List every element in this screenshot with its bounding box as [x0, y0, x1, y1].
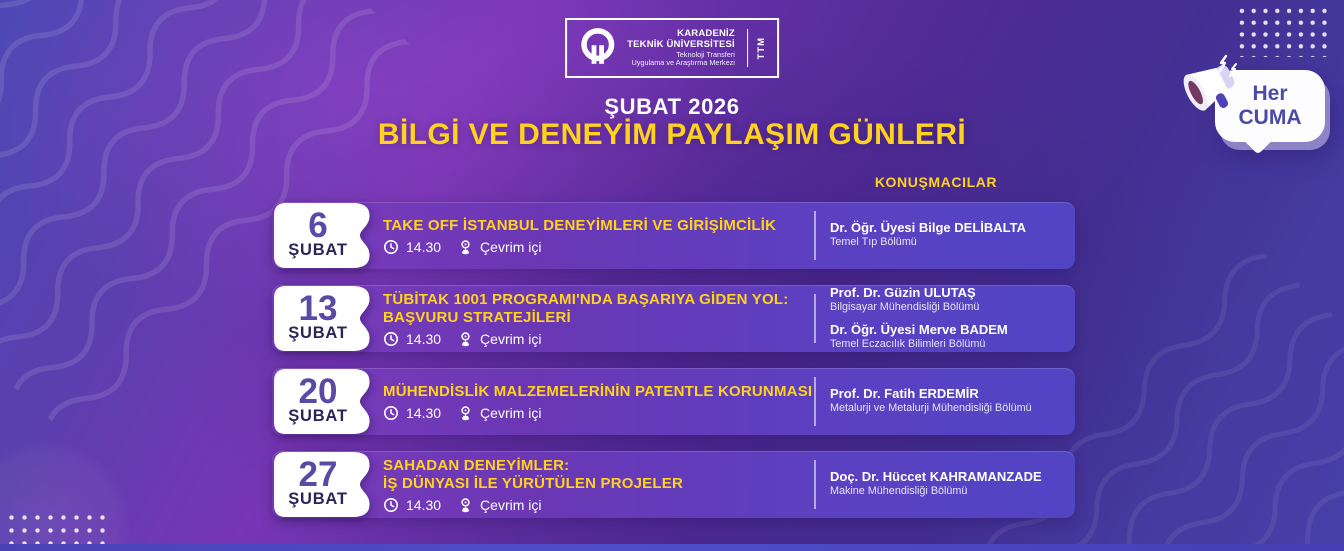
location-icon [458, 497, 473, 513]
dot-grid-top-right [1236, 5, 1330, 57]
location-icon [458, 331, 473, 347]
event-date-badge [272, 285, 372, 352]
logo-line: Teknoloji Transferi [676, 49, 735, 59]
event-location: Çevrim içi [480, 404, 542, 421]
event-date-badge [272, 202, 372, 269]
event-day: 27 [298, 454, 338, 494]
event-row [272, 202, 1075, 269]
clock-icon [383, 239, 399, 255]
logo-divider [747, 29, 748, 67]
speaker [830, 286, 1075, 314]
speaker-name: Prof. Dr. Güzin ULUTAŞ [830, 284, 976, 300]
event-month: ŞUBAT [288, 241, 348, 260]
event-time: 14.30 [406, 404, 442, 421]
speaker-department: Makine Mühendisliği Bölümü [830, 485, 968, 498]
logo-line: Uygulama ve Araştırma Merkezi [631, 57, 735, 67]
university-logo-icon [575, 26, 619, 70]
event-day: 13 [298, 288, 338, 328]
event-time: 14.30 [406, 238, 442, 255]
event-title: MÜHENDİSLİK MALZEMELERİNİN PATENTLE KORUNMASI [383, 382, 813, 400]
event-location: Çevrim içi [480, 238, 542, 255]
university-logo-box [565, 18, 779, 78]
speaker-name: Dr. Öğr. Üyesi Merve BADEM [830, 322, 1008, 337]
speaker [830, 221, 1075, 249]
location-icon [458, 405, 473, 421]
clock-icon [383, 497, 399, 513]
events-list [272, 202, 1075, 518]
speaker-department: Bilgisayar Mühendisliği Bölümü [830, 300, 980, 313]
event-day: 20 [298, 371, 338, 411]
university-logo-text [627, 29, 735, 68]
event-time: 14.30 [406, 330, 442, 347]
speaker-name: Doç. Dr. Hüccet KAHRAMANZADE [830, 469, 1042, 485]
location-icon [458, 239, 473, 255]
event-time: 14.30 [406, 496, 442, 513]
speaker [830, 387, 1075, 415]
speaker [830, 470, 1075, 498]
event-title: SAHADAN DENEYİMLER: İŞ DÜNYASI İLE YÜRÜTÜLEN PROJELER [383, 456, 683, 492]
event-row [272, 285, 1075, 352]
speaker [830, 323, 1075, 351]
event-month-title: ŞUBAT 2026 [604, 94, 740, 119]
event-title: TÜBİTAK 1001 PROGRAMI'NDA BAŞARIYA GİDEN YOL: BAŞVURU STRATEJİLERİ [383, 290, 789, 326]
bottom-accent-bar [0, 544, 1344, 551]
event-title: TAKE OFF İSTANBUL DENEYİMLERİ VE GİRİŞİMCİLİK [383, 216, 777, 234]
event-speakers [814, 377, 1075, 426]
speakers-column-heading: KONUŞMACILAR [874, 174, 998, 190]
speaker-name: Prof. Dr. Fatih ERDEMİR [830, 386, 979, 402]
megaphone-icon [1176, 48, 1248, 120]
event-day: 6 [308, 205, 328, 245]
event-date-badge [272, 368, 372, 435]
frequency-line1: Her [1252, 82, 1288, 106]
event-month: ŞUBAT [288, 324, 348, 343]
speaker-department: Temel Eczacılık Bilimleri Bölümü [830, 337, 986, 350]
speaker-name: Dr. Öğr. Üyesi Bilge DELİBALTA [830, 220, 1026, 236]
logo-ttm-label: TTM [755, 36, 767, 60]
speaker-department: Temel Tıp Bölümü [830, 236, 917, 249]
event-location: Çevrim içi [480, 330, 542, 347]
event-location: Çevrim içi [480, 496, 542, 513]
event-row [272, 368, 1075, 435]
frequency-line2: CUMA [1238, 106, 1302, 129]
clock-icon [383, 331, 399, 347]
event-speakers [814, 284, 1075, 350]
event-speakers [814, 211, 1075, 260]
circle-decoration [0, 441, 130, 551]
event-speakers [814, 460, 1075, 509]
event-date-badge [272, 451, 372, 518]
event-month: ŞUBAT [288, 407, 348, 426]
logo-line: KARADENİZ [677, 27, 735, 39]
clock-icon [383, 405, 399, 421]
page-title: BİLGİ VE DENEYİM PAYLAŞIM GÜNLERİ [377, 118, 967, 151]
event-month: ŞUBAT [288, 490, 348, 509]
event-row [272, 451, 1075, 518]
logo-line: TEKNİK ÜNİVERSİTESİ [627, 38, 735, 50]
speaker-department: Metalurji ve Metalurji Mühendisliği Bölümü [830, 402, 1032, 415]
